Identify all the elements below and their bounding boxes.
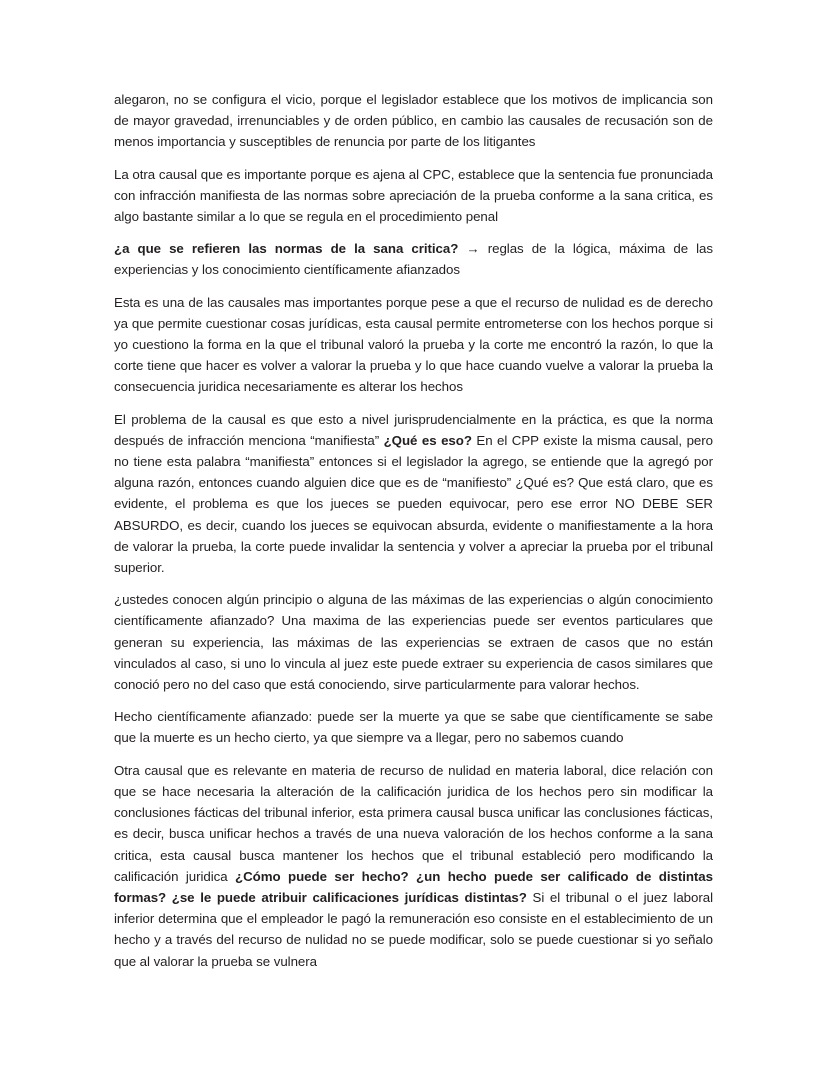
paragraph xyxy=(114,760,713,972)
paragraph xyxy=(114,706,713,748)
paragraph xyxy=(114,409,713,579)
text-run: reglas de la lógica, máxima de las experiencias y los conocimiento científicamente afianzados xyxy=(114,241,713,278)
bold-text-run: ¿Qué es eso? xyxy=(383,432,472,448)
paragraph xyxy=(114,589,713,695)
paragraph xyxy=(114,164,713,228)
text-run: Otra causal que es relevante en materia de recurso de nulidad en materia laboral, dice relación con que se hace necesaria la alteración de la calificación juridica de los hechos pero sin modificar la conclusiones fácticas del tribunal inferior, esta primera causal busca unificar las conclusiones fácticas, es decir, busca unificar hechos a través de una nueva valoración de los hechos conforme a la sana critica, esta causal busca mantener los hechos que el tribunal estableció pero modificando la calificación juridica xyxy=(114,762,713,884)
document-text-column xyxy=(114,89,713,972)
bold-text-run: ¿a que se refieren las normas de la sana critica? xyxy=(114,241,467,257)
paragraph xyxy=(114,89,713,153)
text-run: Si el tribunal o el juez laboral inferior determina que el empleador le pagó la remuneración eso consiste en el establecimiento de un hecho y a través del recurso de nulidad no se puede modificar, solo se puede cuestionar si yo señalo que al valorar la prueba se vulnera xyxy=(114,889,713,969)
text-run: ¿ustedes conocen algún principio o alguna de las máximas de las experiencias o algún conocimiento científicamente afianzado? Una maxima de las experiencias puede ser eventos particulares que generan su experiencia, las máximas de las experiencias se extraen de casos que no están vinculados al caso, si uno lo vincula al juez este puede extraer su experiencia de casos similares que conoció pero no del caso que está conociendo, sirve particularmente para valorar hechos. xyxy=(114,592,713,693)
arrow-icon: → xyxy=(466,241,480,257)
text-run: El problema de la causal es que esto a nivel jurisprudencialmente en la práctica, es que la norma después de infracción menciona “manifiesta” xyxy=(114,411,713,448)
text-run: La otra causal que es importante porque es ajena al CPC, establece que la sentencia fue pronunciada con infracción manifiesta de las normas sobre apreciación de la prueba conforme a la sana critica, es algo bastante similar a lo que se regula en el procedimiento penal xyxy=(114,166,713,225)
text-run: En el CPP existe la misma causal, pero no tiene esta palabra “manifiesta” entonces si el legislador la agrego, se entiende que la agregó por alguna razón, entonces cuando alguien dice que es de “manifiesto” ¿Qué es? Que está claro, que es evidente, el problema es que los jueces se pueden equivocar, pero ese error NO DEBE SER ABSURDO, es decir, cuando los jueces se equivocan absurda, evidente o manifiestamente a la hora de valorar la prueba, la corte puede invalidar la sentencia y volver a apreciar la prueba por el tribunal superior. xyxy=(114,432,713,576)
text-run: Hecho científicamente afianzado: puede ser la muerte ya que se sabe que científicamente se sabe que la muerte es un hecho cierto, ya que siempre va a llegar, pero no sabemos cuando xyxy=(114,709,713,746)
text-run: alegaron, no se configura el vicio, porque el legislador establece que los motivos de implicancia son de mayor gravedad, irrenunciables y de orden público, en cambio las causales de recusación son de menos importancia y susceptibles de renuncia por parte de los litigantes xyxy=(114,92,713,150)
paragraph xyxy=(114,238,713,280)
paragraph xyxy=(114,292,713,398)
text-run: Esta es una de las causales mas importantes porque pese a que el recurso de nulidad es de derecho ya que permite cuestionar cosas jurídicas, esta causal permite entrometerse con los hechos porque si yo cuestiono la forma en la que el tribunal valoró la prueba y la corte me encontró la razón, lo que la corte tiene que hacer es volver a valorar la prueba y lo que hace cuando vuelve a valorar la prueba la consecuencia juridica necesariamente es alterar los hechos xyxy=(114,294,713,395)
bold-text-run: ¿Cómo puede ser hecho? ¿un hecho puede ser calificado de distintas formas? ¿se le puede atribuir calificaciones jurídicas distintas? xyxy=(114,868,714,905)
